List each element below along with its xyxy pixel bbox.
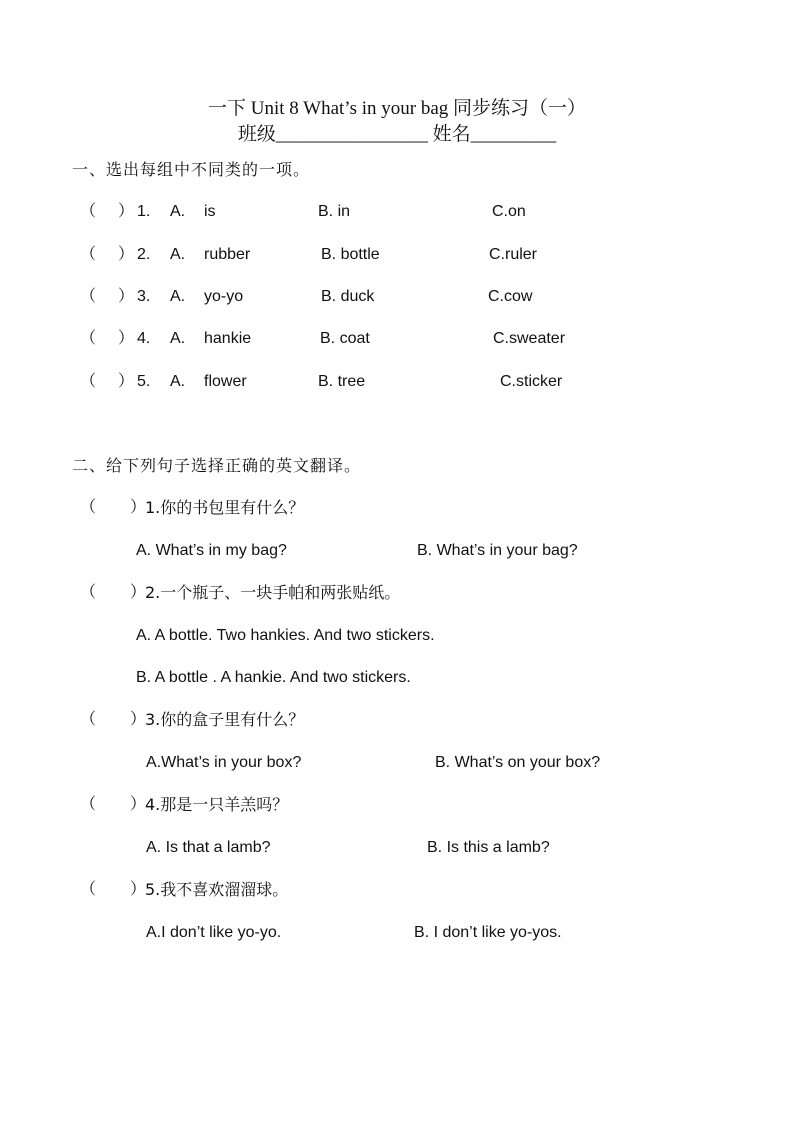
question-text: 3.你的盒子里有什么？ [145, 710, 305, 729]
s1-question-2 [0, 244, 794, 266]
option-b: B. tree [318, 373, 366, 390]
s2-question-5 [0, 879, 794, 901]
s2-q3-option-a: A.What’s in your box? [146, 754, 302, 771]
option-a-label: A. [170, 246, 186, 263]
answer-paren-left: （ [80, 288, 97, 305]
question-text: 5.我不喜欢溜溜球。 [145, 880, 289, 899]
question-number: 5. [137, 373, 151, 390]
option-a-label: A. [170, 330, 186, 347]
answer-paren-right: ） [130, 796, 147, 813]
section2-heading: 二、给下列句子选择正确的英文翻译。 [72, 456, 362, 475]
answer-paren-left: （ [80, 203, 97, 220]
answer-paren-right: ） [118, 373, 135, 390]
option-a: hankie [204, 330, 252, 347]
section1-heading: 一、选出每组中不同类的一项。 [72, 160, 311, 179]
option-c: C.ruler [489, 246, 538, 263]
answer-paren-left: （ [80, 796, 97, 813]
s2-q3-option-b: B. What’s on your box? [435, 754, 601, 771]
s1-question-4 [0, 328, 794, 350]
option-a: flower [204, 373, 247, 390]
question-text: 2.一个瓶子、一块手帕和两张贴纸。 [145, 583, 401, 602]
option-a: yo-yo [204, 288, 244, 305]
s2-question-1 [0, 497, 794, 519]
option-a-label: A. [170, 288, 186, 305]
s2-question-3 [0, 709, 794, 731]
s2-q4-option-a: A. Is that a lamb? [146, 839, 271, 856]
s2-q1-option-a: A. What’s in my bag? [136, 542, 287, 559]
question-number: 1. [137, 203, 151, 220]
answer-paren-left: （ [80, 499, 97, 516]
question-text: 4.那是一只羊羔吗？ [145, 795, 289, 814]
option-a: rubber [204, 246, 251, 263]
answer-paren-left: （ [80, 246, 97, 263]
answer-paren-right: ） [130, 584, 147, 601]
s2-q1-option-b: B. What’s in your bag? [417, 542, 578, 559]
answer-paren-left: （ [80, 330, 97, 347]
option-b: B. duck [321, 288, 375, 305]
option-a: is [204, 203, 216, 220]
answer-paren-left: （ [80, 373, 97, 390]
answer-paren-right: ） [118, 246, 135, 263]
answer-paren-right: ） [118, 288, 135, 305]
class-name-line: 班级________________ 姓名_________ [237, 124, 557, 145]
answer-paren-right: ） [130, 881, 147, 898]
s2-q2-option-b: B. A bottle . A hankie. And two stickers. [136, 669, 411, 686]
option-c: C.sweater [493, 330, 566, 347]
option-b: B. bottle [321, 246, 380, 263]
option-c: C.on [492, 203, 526, 220]
worksheet-title: 一下 Unit 8 What’s in your bag 同步练习（一） [207, 98, 587, 119]
answer-paren-right: ） [130, 499, 147, 516]
option-c: C.cow [488, 288, 533, 305]
answer-paren-left: （ [80, 584, 97, 601]
question-number: 4. [137, 330, 151, 347]
s2-question-4 [0, 794, 794, 816]
s2-q4-option-b: B. Is this a lamb? [427, 839, 550, 856]
s2-question-2 [0, 582, 794, 604]
question-text: 1.你的书包里有什么？ [145, 498, 305, 517]
option-b: B. in [318, 203, 351, 220]
s2-q5-option-b: B. I don’t like yo-yos. [414, 924, 562, 941]
answer-paren-left: （ [80, 881, 97, 898]
option-b: B. coat [320, 330, 370, 347]
s1-question-1 [0, 201, 794, 223]
answer-paren-left: （ [80, 711, 97, 728]
question-number: 2. [137, 246, 151, 263]
s2-q5-option-a: A.I don’t like yo-yo. [146, 924, 282, 941]
s1-question-5 [0, 371, 794, 393]
answer-paren-right: ） [130, 711, 147, 728]
option-a-label: A. [170, 373, 186, 390]
question-number: 3. [137, 288, 151, 305]
s1-question-3 [0, 286, 794, 308]
answer-paren-right: ） [118, 330, 135, 347]
s2-q2-option-a: A. A bottle. Two hankies. And two stickers. [136, 627, 435, 644]
option-a-label: A. [170, 203, 186, 220]
option-c: C.sticker [500, 373, 563, 390]
answer-paren-right: ） [118, 203, 135, 220]
